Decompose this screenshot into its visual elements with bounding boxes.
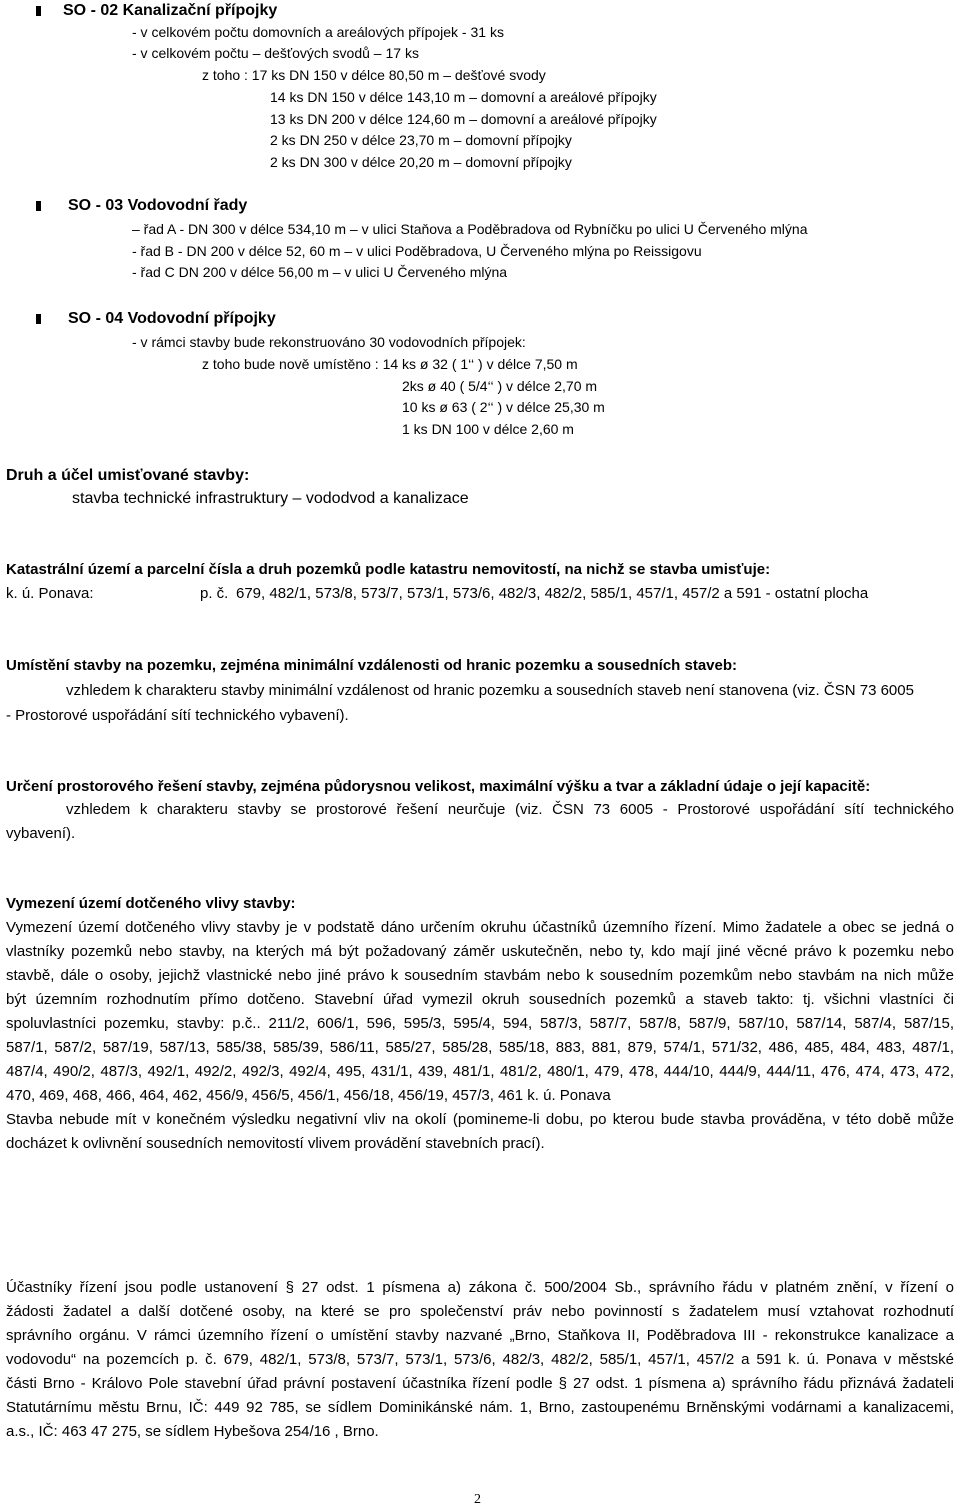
druh-text: stavba technické infrastruktury – vododvod a kanalizace [72,490,469,507]
page-number: 2 [474,1492,481,1507]
umisteni-line: - Prostorové uspořádání sítí technického vybavení). [6,707,349,724]
umisteni-heading: Umístění stavby na pozemku, zejména minimální vzdálenosti od hranic pozemku a sousedních staveb: [6,657,738,674]
ucastnici-line: správního orgánu. V rámci územního řízení o umístění stavby nazvané „Brno, Staňkova II, Poděbradova III - rekonstrukce kanalizace a [6,1327,954,1344]
urceni-heading: Určení prostorového řešení stavby, zejména půdorysnou velikost, maximální výšku a tvar a základní údaje o její kapacitě: [6,778,871,795]
so02-line: 2 ks DN 300 v délce 20,20 m – domovní přípojky [270,154,572,170]
vymezeni-line: 587/1, 587/2, 587/19, 587/13, 585/38, 585/39, 586/11, 585/27, 585/28, 585/18, 883, 881, 879, 574/1, 571/32, 486, 485, 484, 483, 487/1, [6,1039,954,1056]
stavba-line: Stavba nebude mít v konečném výsledku negativní vliv na okolí (pomineme-li dobu, po kterou bude stavba prováděna, v této době může [6,1111,954,1128]
katastr-ku-label: k. ú. Ponava: [6,585,94,602]
urceni-line: vzhledem k charakteru stavby se prostorové řešení neurčuje (viz. ČSN 73 6005 - Prostorové uspořádání sítí technického [66,801,954,818]
katastr-heading: Katastrální území a parcelní čísla a druh pozemků podle katastru nemovitostí, na nichž se stavba umisťuje: [6,561,771,578]
so02-line: 13 ks DN 200 v délce 124,60 m – domovní a areálové přípojky [270,111,657,127]
section-heading-so03: SO - 03 Vodovodní řady [68,197,248,214]
section-heading-so04: SO - 04 Vodovodní přípojky [68,310,276,327]
katastr-parcels: 679, 482/1, 573/8, 573/7, 573/1, 573/6, 482/3, 482/2, 585/1, 457/1, 457/2 a 591 - ostatní plocha [236,585,869,602]
ucastnici-line: Účastníky řízení jsou podle ustanovení § 27 odst. 1 písmena a) zákona č. 500/2004 Sb., správního řádu v platném znění, v řízení o [6,1279,954,1296]
ucastnici-line: a.s., IČ: 463 47 275, se sídlem Hybešova 254/16 , Brno. [6,1423,379,1440]
urceni-line: vybavení). [6,825,76,842]
vymezeni-heading: Vymezení území dotčeného vlivy stavby: [6,895,296,912]
vymezeni-line: stavbě, dále o osoby, jejichž vlastnické nebo jiné právo k sousedním stavbám nebo k sousedním pozemkům nebo stavbám na nich může [6,967,954,984]
so02-line: 2 ks DN 250 v délce 23,70 m – domovní přípojky [270,132,572,148]
so03-line: - řad C DN 200 v délce 56,00 m – v ulici U Červeného mlýna [132,264,508,280]
katastr-pc-label: p. č. [200,585,229,602]
ucastnici-line: žádosti žadatel a další dotčené osoby, na které se pro společenství práv nebo povinností s žadatelem musí vztahovat rozhodnutí [6,1303,954,1320]
vymezeni-line: spoluvlastníci pozemku, stavby: p.č.. 211/2, 606/1, 596, 595/3, 595/4, 594, 587/3, 587/7, 587/8, 587/9, 587/10, 587/14, 587/4, 587/15, [6,1015,954,1032]
so03-line: - řad B - DN 200 v délce 52, 60 m – v ulici Poděbradova, U Červeného mlýna po Reissigovu [132,243,702,259]
bullet-icon [36,6,41,16]
ucastnici-line: části Brno - Královo Pole stavební úřad právní postavení účastníka řízení podle § 27 odst. 1 písmena a) správního řádu přiznává žadateli [6,1375,954,1392]
umisteni-line: vzhledem k charakteru stavby minimální vzdálenost od hranic pozemku a sousedních staveb není stanovena (viz. ČSN 73 6005 [66,682,914,699]
vymezeni-line: vlastníky pozemků nebo stavby, na kterých má být požadovaný záměr uskutečněn, nebo ty, kdo mají jiné věcné právo k pozemku nebo [6,943,954,960]
druh-heading: Druh a účel umisťované stavby: [6,467,250,484]
section-heading-so02: SO - 02 Kanalizační přípojky [63,2,278,19]
vymezeni-line: Vymezení území dotčeného vlivy stavby je v podstatě dáno určením okruhu účastníků územního řízení. Mimo žadatele a obec se jedná o [6,919,954,936]
so03-line: – řad A - DN 300 v délce 534,10 m – v ulici Staňova a Poděbradova od Rybníčku po ulici U Červeného mlýna [132,221,808,237]
vymezeni-line: 487/4, 490/2, 487/3, 492/1, 492/2, 492/3, 492/4, 495, 431/1, 439, 481/1, 481/2, 480/1, 479, 478, 444/10, 444/9, 444/11, 476, 474, 473, 472, [6,1063,954,1080]
bullet-icon [36,314,41,324]
ucastnici-line: Statutárnímu městu Brnu, IČ: 449 92 785, se sídlem Dominikánské nám. 1, Brno, zastoupenému Brněnskými vodárnami a kanalizacemi, [6,1399,954,1416]
so04-line: 10 ks ø 63 ( 2‘‘ ) v délce 25,30 m [402,399,605,415]
so02-line: - v celkovém počtu – dešťových svodů – 17 ks [132,45,419,61]
so04-line: - v rámci stavby bude rekonstruováno 30 vodovodních přípojek: [132,334,526,350]
so02-line: z toho : 17 ks DN 150 v délce 80,50 m – dešťové svody [202,67,546,83]
so04-line: 2ks ø 40 ( 5/4‘‘ ) v délce 2,70 m [402,378,598,394]
bullet-icon [36,201,41,211]
vymezeni-line: být územním rozhodnutím přímo dotčeno. Stavební úřad vymezil okruh sousedních pozemků a staveb takto: tj. všichni vlastníci či [6,991,954,1008]
so04-line: z toho bude nově umístěno : 14 ks ø 32 ( 1‘‘ ) v délce 7,50 m [202,356,578,372]
ucastnici-line: vodovodu“ na pozemcích p. č. 679, 482/1, 573/8, 573/7, 573/1, 573/6, 482/3, 482/2, 585/1, 457/1, 457/2 a 591 k. ú. Ponava v městské [6,1351,954,1368]
so02-line: - v celkovém počtu domovních a areálových přípojek - 31 ks [132,24,504,40]
vymezeni-line: 470, 469, 468, 466, 464, 462, 456/9, 456/5, 456/1, 456/18, 456/19, 457/3, 461 k. ú. Ponava [6,1087,611,1104]
stavba-line: docházet k ovlivnění sousedních nemovitostí vlivem provádění stavebních prací). [6,1135,545,1152]
so02-line: 14 ks DN 150 v délce 143,10 m – domovní a areálové přípojky [270,89,657,105]
so04-line: 1 ks DN 100 v délce 2,60 m [402,421,574,437]
